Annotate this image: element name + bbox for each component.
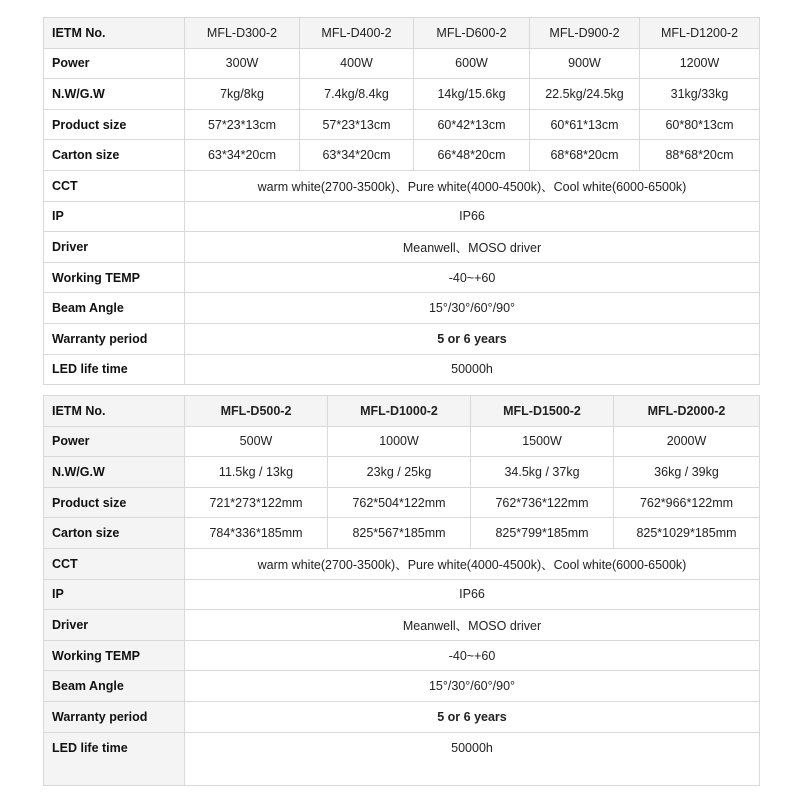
model-cell: MFL-D300-2 [185, 18, 300, 49]
table-row [44, 140, 760, 171]
value-cell: IP66 [185, 579, 760, 610]
value-cell: warm white(2700-3500k)、Pure white(4000-4500k)、Cool white(6000-6500k) [185, 170, 760, 201]
value-cell: 57*23*13cm [300, 109, 414, 140]
value-cell: -40~+60 [185, 640, 760, 671]
value-cell: 762*504*122mm [328, 487, 471, 518]
value-cell: 66*48*20cm [414, 140, 530, 171]
table-row [44, 579, 760, 610]
row-label: Beam Angle [44, 293, 185, 324]
value-cell: 60*80*13cm [640, 109, 760, 140]
table-row [44, 201, 760, 232]
model-cell: MFL-D1000-2 [328, 396, 471, 427]
row-label: Working TEMP [44, 262, 185, 293]
header-row [44, 18, 760, 49]
table-row [44, 671, 760, 702]
value-cell: 57*23*13cm [185, 109, 300, 140]
value-cell: Meanwell、MOSO driver [185, 610, 760, 641]
table-row [44, 354, 760, 385]
table-row [44, 232, 760, 263]
value-cell: 2000W [614, 426, 760, 457]
value-cell: 63*34*20cm [185, 140, 300, 171]
table-row [44, 732, 760, 785]
value-cell: 825*567*185mm [328, 518, 471, 549]
value-cell: 7kg/8kg [185, 79, 300, 110]
row-label: Working TEMP [44, 640, 185, 671]
spec-table-2 [43, 395, 760, 786]
value-cell: 500W [185, 426, 328, 457]
row-label: IETM No. [44, 396, 185, 427]
value-cell: 88*68*20cm [640, 140, 760, 171]
row-label: N.W/G.W [44, 457, 185, 488]
row-label: LED life time [44, 354, 185, 385]
value-cell: 825*1029*185mm [614, 518, 760, 549]
model-cell: MFL-D400-2 [300, 18, 414, 49]
table-row [44, 640, 760, 671]
value-cell: 68*68*20cm [530, 140, 640, 171]
value-cell: 15°/30°/60°/90° [185, 671, 760, 702]
value-cell: 60*61*13cm [530, 109, 640, 140]
row-label: IP [44, 201, 185, 232]
row-label: CCT [44, 548, 185, 579]
value-cell: 34.5kg / 37kg [471, 457, 614, 488]
value-cell: 14kg/15.6kg [414, 79, 530, 110]
value-cell: 63*34*20cm [300, 140, 414, 171]
value-cell: 60*42*13cm [414, 109, 530, 140]
row-label: N.W/G.W [44, 79, 185, 110]
row-label: Power [44, 426, 185, 457]
table-row [44, 518, 760, 549]
value-cell: Meanwell、MOSO driver [185, 232, 760, 263]
row-label: CCT [44, 170, 185, 201]
model-cell: MFL-D1500-2 [471, 396, 614, 427]
row-label: Warranty period [44, 323, 185, 354]
table-row [44, 426, 760, 457]
row-label: Driver [44, 610, 185, 641]
value-cell: 762*736*122mm [471, 487, 614, 518]
value-cell: 5 or 6 years [185, 323, 760, 354]
header-row [44, 396, 760, 427]
table-row [44, 109, 760, 140]
value-cell: 11.5kg / 13kg [185, 457, 328, 488]
row-label: Warranty period [44, 701, 185, 732]
table-row [44, 457, 760, 488]
value-cell: 600W [414, 48, 530, 79]
model-cell: MFL-D900-2 [530, 18, 640, 49]
value-cell: warm white(2700-3500k)、Pure white(4000-4500k)、Cool white(6000-6500k) [185, 548, 760, 579]
row-label: Power [44, 48, 185, 79]
model-cell: MFL-D600-2 [414, 18, 530, 49]
row-label: Beam Angle [44, 671, 185, 702]
value-cell: 400W [300, 48, 414, 79]
model-cell: MFL-D500-2 [185, 396, 328, 427]
spec-table-1 [43, 17, 760, 385]
value-cell: 50000h [185, 732, 760, 785]
table-row [44, 548, 760, 579]
value-cell: 721*273*122mm [185, 487, 328, 518]
model-cell: MFL-D1200-2 [640, 18, 760, 49]
value-cell: 5 or 6 years [185, 701, 760, 732]
row-label: LED life time [44, 732, 185, 785]
value-cell: 1200W [640, 48, 760, 79]
value-cell: 22.5kg/24.5kg [530, 79, 640, 110]
value-cell: 50000h [185, 354, 760, 385]
table-row [44, 610, 760, 641]
value-cell: IP66 [185, 201, 760, 232]
row-label: Carton size [44, 518, 185, 549]
table-row [44, 323, 760, 354]
value-cell: -40~+60 [185, 262, 760, 293]
row-label: Carton size [44, 140, 185, 171]
model-cell: MFL-D2000-2 [614, 396, 760, 427]
table-row [44, 701, 760, 732]
row-label: Driver [44, 232, 185, 263]
value-cell: 36kg / 39kg [614, 457, 760, 488]
value-cell: 7.4kg/8.4kg [300, 79, 414, 110]
value-cell: 1500W [471, 426, 614, 457]
row-label: IETM No. [44, 18, 185, 49]
value-cell: 15°/30°/60°/90° [185, 293, 760, 324]
value-cell: 1000W [328, 426, 471, 457]
value-cell: 784*336*185mm [185, 518, 328, 549]
table-row [44, 79, 760, 110]
value-cell: 825*799*185mm [471, 518, 614, 549]
value-cell: 31kg/33kg [640, 79, 760, 110]
table-row [44, 487, 760, 518]
row-label: Product size [44, 109, 185, 140]
value-cell: 23kg / 25kg [328, 457, 471, 488]
table-row [44, 48, 760, 79]
value-cell: 762*966*122mm [614, 487, 760, 518]
value-cell: 900W [530, 48, 640, 79]
value-cell: 300W [185, 48, 300, 79]
table-row [44, 170, 760, 201]
table-row [44, 262, 760, 293]
row-label: Product size [44, 487, 185, 518]
table-row [44, 293, 760, 324]
row-label: IP [44, 579, 185, 610]
